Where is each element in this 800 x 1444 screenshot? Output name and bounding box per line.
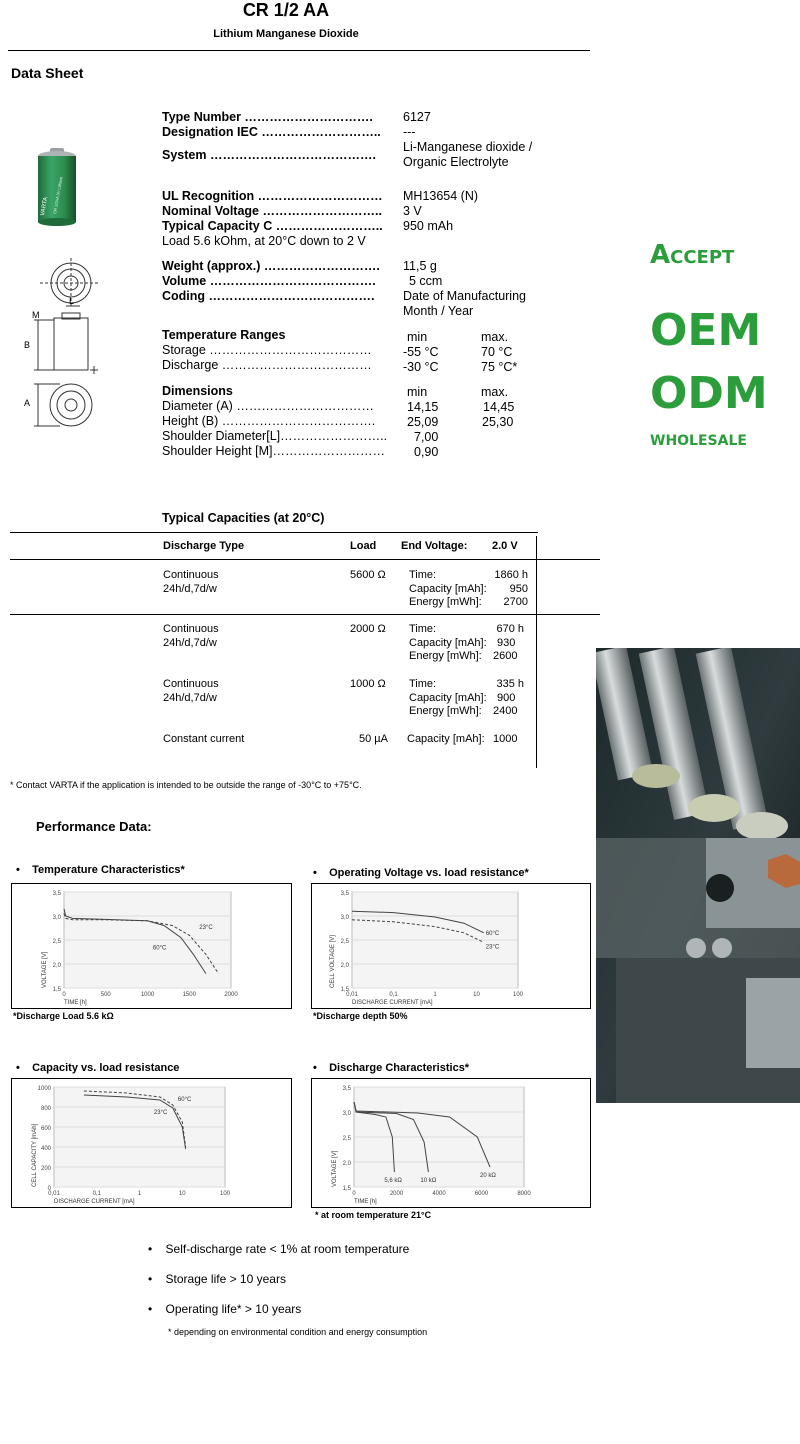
- y-tick-label: 1,5: [52, 987, 61, 993]
- spec-volume-value: 5 ccm: [409, 274, 443, 288]
- chart-cap: [11, 1078, 292, 1208]
- x-tick-label: 0,01: [346, 992, 358, 998]
- y-tick-label: 3,0: [340, 915, 349, 921]
- row-divider: [10, 614, 600, 615]
- spec-weight-label: Weight (approx.) ……………………….: [162, 259, 380, 273]
- y-tick-label: 1000: [37, 1086, 51, 1092]
- dim-heading: Dimensions: [162, 384, 233, 398]
- spec-system-label: System ………………………………….: [162, 148, 376, 162]
- header-divider: [8, 50, 590, 51]
- spec-system-value2: Organic Electrolyte: [403, 155, 509, 169]
- col-load: Load: [350, 540, 377, 552]
- dim-min-header: min: [407, 385, 428, 399]
- y-tick-label: 1,5: [342, 1186, 351, 1192]
- chart-dis-title: • Discharge Characteristics*: [313, 1062, 470, 1074]
- y-tick-label: 2,0: [52, 963, 61, 969]
- spec-volume-label: Volume ………………………………….: [162, 274, 376, 288]
- spec-capacity-value: 950 mAh: [403, 219, 454, 233]
- dim-diameter-label: Diameter (A) ……………………………: [162, 399, 374, 413]
- svg-text:CR 1/2AA 3V Lithium: CR 1/2AA 3V Lithium: [52, 176, 64, 215]
- y-tick-label: 0: [47, 1186, 51, 1192]
- table-row: Continuous 24h/d,7d/w: [163, 623, 219, 649]
- performance-heading: Performance Data:: [36, 819, 152, 834]
- series-label: 60°C: [177, 1097, 192, 1103]
- y-tick-label: 600: [40, 1126, 51, 1132]
- spec-capacity-label: Typical Capacity C ……………………..: [162, 219, 383, 233]
- spec-capacity-note: Load 5.6 kOhm, at 20°C down to 2 V: [162, 234, 366, 248]
- row-values: 1000: [493, 733, 518, 745]
- spec-ul-label: UL Recognition …………………………: [162, 189, 383, 203]
- x-tick-label: 2000: [389, 1191, 404, 1197]
- dim-shoulder-height-min: 0,90: [414, 445, 439, 459]
- x-axis-label: DISCHARGE CURRENT [mA]: [352, 1000, 433, 1006]
- chart-volt-title: • Operating Voltage vs. load resistance*: [313, 867, 529, 879]
- dim-diameter-max: 14,45: [483, 400, 515, 414]
- x-tick-label: 1000: [140, 992, 155, 998]
- x-tick-label: 0: [62, 992, 66, 998]
- y-tick-label: 2,5: [52, 939, 61, 945]
- y-tick-label: 2,0: [342, 1161, 351, 1167]
- x-axis-label: DISCHARGE CURRENT [mA]: [54, 1199, 135, 1205]
- table-row: Continuous 24h/d,7d/w: [163, 678, 219, 704]
- temp-min-header: min: [407, 330, 428, 344]
- dim-shoulder-height-label: Shoulder Height [M]………………………: [162, 444, 385, 458]
- y-axis-label: CELL VOLTAGE [V]: [330, 935, 336, 988]
- spec-list: [162, 110, 381, 163]
- x-tick-label: 6000: [474, 1191, 489, 1197]
- chart-temp-title: • Temperature Characteristics*: [16, 864, 185, 876]
- row-load: 2000 Ω: [350, 623, 386, 635]
- bullet-footnote: * depending on environmental condition and energy consumption: [168, 1327, 428, 1337]
- chart-dis: [311, 1078, 591, 1208]
- spec-coding-value: Date of Manufacturing: [403, 289, 526, 303]
- capacities-heading: Typical Capacities (at 20°C): [162, 511, 325, 525]
- plot-area: [54, 1087, 225, 1187]
- col-end-voltage-value: 2.0 V: [492, 540, 518, 552]
- y-tick-label: 3,5: [52, 891, 61, 897]
- spec-coding-value2: Month / Year: [403, 304, 474, 318]
- chart-volt: [311, 883, 591, 1009]
- y-tick-label: 200: [40, 1166, 51, 1172]
- y-axis-label: VOLTAGE [V]: [332, 1150, 338, 1187]
- series-label: 23°C: [153, 1110, 168, 1116]
- page-title: CR 1/2 AA: [242, 0, 330, 20]
- x-tick-label: 0,1: [389, 992, 398, 998]
- row-values: 670 h 930 2600: [493, 623, 524, 662]
- row-values: 335 h 900 2400: [493, 678, 524, 717]
- label-B: B: [24, 340, 31, 350]
- series-label: 23°C: [485, 944, 500, 951]
- dim-height-label: Height (B) ……………………………….: [162, 414, 376, 428]
- dim-diameter-min: 14,15: [407, 400, 439, 414]
- bullet-item: • Operating life* > 10 years: [148, 1302, 302, 1316]
- x-tick-label: 1: [137, 1191, 142, 1197]
- row-values: 1860 h 950 2700: [494, 569, 528, 608]
- spec-weight-value: 11,5 g: [403, 259, 437, 273]
- x-tick-label: 10: [473, 992, 480, 998]
- spec-type-value: 6127: [403, 110, 431, 124]
- chart-temp-note: *Discharge Load 5.6 kΩ: [13, 1011, 114, 1021]
- label-A: A: [24, 398, 31, 408]
- y-tick-label: 400: [40, 1146, 51, 1152]
- x-tick-label: 4000: [432, 1191, 446, 1197]
- label-L: L: [69, 296, 75, 306]
- spec-iec-value: ---: [403, 125, 416, 139]
- spec-coding-label: Coding ………………………………….: [162, 289, 375, 303]
- temp-storage-label: Storage …………………………………: [162, 343, 372, 357]
- series-label: 60°C: [152, 945, 167, 952]
- series-label: 10 kΩ: [420, 1178, 437, 1184]
- x-tick-label: 500: [100, 992, 111, 998]
- row-labels: Capacity [mAh]:: [407, 733, 485, 745]
- spec-voltage-label: Nominal Voltage ………………………..: [162, 204, 382, 218]
- bullet-item: • Storage life > 10 years: [148, 1272, 286, 1286]
- table-right-rule: [536, 536, 537, 768]
- chart-temp: [11, 883, 292, 1009]
- y-tick-label: 3,0: [342, 1111, 351, 1117]
- row-load: 1000 Ω: [350, 678, 386, 690]
- table-header-rule: [10, 559, 600, 560]
- temp-max-header: max.: [481, 330, 509, 344]
- y-tick-label: 1,5: [340, 987, 349, 993]
- series-label: 5,6 kΩ: [384, 1178, 402, 1184]
- dim-shoulder-diameter-label: Shoulder Diameter[L]……………………..: [162, 429, 388, 443]
- dim-height-max: 25,30: [482, 415, 514, 429]
- x-tick-label: 1: [433, 992, 437, 998]
- dim-shoulder-diameter-min: 7,00: [414, 430, 439, 444]
- table-footnote: * Contact VARTA if the application is intended to be outside the range of -30°C to +75°C.: [10, 780, 362, 790]
- promo-oem: OEM: [650, 305, 762, 356]
- y-axis-label: VOLTAGE [V]: [42, 951, 48, 988]
- page-subtitle: Lithium Manganese Dioxide: [213, 28, 359, 40]
- x-tick-label: 0,01: [48, 1191, 60, 1197]
- y-tick-label: 800: [40, 1106, 51, 1112]
- spec-ul-value: MH13654 (N): [403, 189, 479, 203]
- x-axis-label: TIME [h]: [64, 1000, 87, 1006]
- row-load: 50 µA: [359, 733, 388, 745]
- battery-brand: VARTA: [40, 196, 50, 217]
- dimension-drawing: [20, 258, 110, 428]
- chart-dis-note: * at room temperature 21°C: [315, 1210, 432, 1220]
- y-tick-label: 2,5: [342, 1136, 351, 1142]
- table-row: Continuous 24h/d,7d/w: [163, 569, 219, 595]
- y-tick-label: 2,0: [340, 963, 349, 969]
- label-M: M: [32, 310, 40, 320]
- x-tick-label: 1500: [182, 992, 196, 998]
- production-photo: [596, 648, 800, 1103]
- spec-type-label: Type Number ………………………….: [162, 110, 373, 124]
- y-tick-label: 3,5: [342, 1086, 351, 1092]
- table-top-rule: [10, 532, 538, 533]
- temp-discharge-max: 75 °C*: [481, 360, 518, 374]
- col-end-voltage: End Voltage:: [401, 540, 468, 552]
- temp-storage-max: 70 °C: [481, 345, 513, 359]
- spec-voltage-value: 3 V: [403, 204, 422, 218]
- x-tick-label: 10: [178, 1191, 186, 1197]
- x-tick-label: 8000: [517, 1191, 531, 1197]
- series-label: 60°C: [485, 930, 500, 937]
- x-tick-label: 100: [219, 1191, 231, 1197]
- table-row: Constant current: [163, 733, 245, 745]
- temp-heading: Temperature Ranges: [162, 328, 286, 342]
- x-tick-label: 0: [352, 1191, 356, 1197]
- chart-cap-title: • Capacity vs. load resistance: [16, 1062, 180, 1074]
- y-axis-label: CELL CAPACITY [mAh]: [32, 1123, 38, 1187]
- row-labels: Time: Capacity [mAh]: Energy [mWh]:: [409, 678, 487, 717]
- x-tick-label: 100: [512, 992, 524, 998]
- temp-discharge-min: -30 °C: [403, 360, 439, 374]
- promo-odm: ODM: [650, 368, 768, 419]
- dim-max-header: max.: [481, 385, 509, 399]
- series-label: 23°C: [199, 925, 213, 932]
- section-title: Data Sheet: [11, 65, 84, 81]
- y-tick-label: 3,0: [52, 915, 61, 921]
- temp-storage-min: -55 °C: [403, 345, 439, 359]
- col-discharge-type: Discharge Type: [163, 540, 245, 552]
- series-label: 20 kΩ: [480, 1173, 496, 1179]
- battery-image: [34, 146, 84, 228]
- y-tick-label: 3,5: [340, 891, 349, 897]
- y-tick-label: 2,5: [340, 939, 349, 945]
- chart-volt-note: *Discharge depth 50%: [313, 1011, 408, 1021]
- row-labels: Time: Capacity [mAh]: Energy [mWh]:: [409, 623, 487, 662]
- spec-iec-label: Designation IEC ………………………..: [162, 125, 381, 139]
- temp-discharge-label: Discharge ………………………………: [162, 358, 372, 372]
- row-labels: Time: Capacity [mAh]: Energy [mWh]:: [409, 569, 487, 608]
- x-tick-label: 0,1: [92, 1191, 101, 1197]
- x-tick-label: 2000: [224, 992, 238, 998]
- promo-wholesale: WHOLESALE: [650, 433, 747, 449]
- x-axis-label: TIME [h]: [354, 1199, 377, 1205]
- promo-accept: Accept: [650, 240, 735, 270]
- dim-height-min: 25,09: [407, 415, 439, 429]
- bullet-item: • Self-discharge rate < 1% at room temperature: [148, 1242, 410, 1256]
- row-load: 5600 Ω: [350, 569, 386, 581]
- spec-system-value: Li-Manganese dioxide /: [403, 140, 533, 154]
